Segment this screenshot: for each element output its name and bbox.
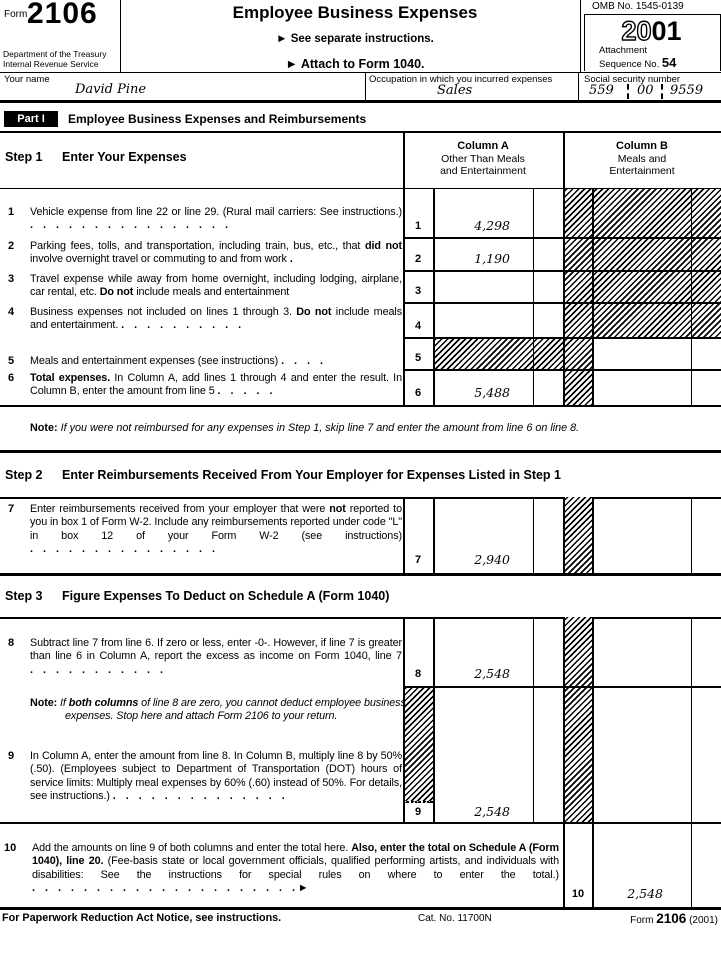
sequence-word: Sequence No. (599, 59, 660, 70)
footer-form-ref (560, 911, 718, 926)
rule-v (563, 131, 565, 405)
line8-colA-value[interactable]: 2,548 (474, 666, 510, 681)
rule-h-thick (0, 907, 721, 910)
catalog-number: Cat. No. 11700N (418, 913, 492, 924)
step1-note (30, 422, 715, 434)
rule-h-thick (0, 100, 721, 103)
line6-colA-value[interactable]: 5,488 (474, 385, 510, 400)
step3-label: Step 3 (5, 589, 43, 603)
rule-h-thick (0, 497, 721, 499)
line2-text (30, 240, 402, 267)
line6-number: 6 (8, 372, 15, 384)
note8-pre: If (60, 697, 69, 709)
occupation-field[interactable]: Sales (437, 83, 473, 98)
line1-number: 1 (8, 206, 15, 218)
line4-leader: . . . . . . . . . . (121, 319, 242, 332)
rule-v (691, 188, 692, 405)
line6-box-number: 6 (414, 387, 422, 399)
part1-badge: Part I (4, 111, 58, 127)
line2-bold: did not (364, 240, 402, 252)
ssn-part3[interactable]: 9559 (670, 83, 704, 98)
rule-v (563, 497, 565, 573)
line1-pre: Vehicle expense from line 22 or line 29. (Rural mail carriers: See instructions.) (30, 206, 402, 218)
line4-post: include meals and entertainment. (30, 306, 402, 332)
column-a-header (403, 140, 563, 178)
line7-number: 7 (8, 503, 15, 515)
line10-box-number: 10 (571, 888, 585, 900)
line7-post: reported to you in box 1 of Form W-2. Include any reimbursements reported under code "L" in box 12 of your Form W-2 (see instructions) (30, 503, 402, 542)
hatch-divider-line6 (563, 369, 592, 405)
line4-text (30, 306, 402, 333)
line1-leader: . . . . . . . . . . . . . . . . (30, 219, 228, 232)
line7-box-number: 7 (414, 554, 422, 566)
footer-form-number: 2106 (656, 911, 687, 926)
form-word: Form (4, 9, 28, 20)
rule-h-thick (0, 450, 721, 453)
rule-v (563, 617, 565, 907)
rule-v (365, 72, 366, 100)
rule-h (403, 337, 721, 339)
step3-title: Figure Expenses To Deduct on Schedule A (Form 1040) (62, 589, 390, 603)
year-outline-digits: 20 (621, 16, 652, 46)
column-a-sub2: and Entertainment (440, 165, 526, 177)
form-number: 2106 (27, 0, 98, 30)
line3-box-number: 3 (414, 285, 422, 297)
rule-v (433, 617, 435, 822)
line5-number: 5 (8, 355, 15, 367)
line2-number: 2 (8, 240, 15, 252)
line7-colA-value[interactable]: 2,940 (474, 552, 510, 567)
rule-h (403, 237, 721, 239)
line10-post: (Fee-basis state or local government officials, qualified performing artists, and individuals with disabilities: See the instructions for special rules on where to enter the total.) (32, 855, 559, 881)
ssn-part2[interactable]: 00 (637, 83, 654, 98)
note8-post: of line 8 are zero, you cannot deduct employee business expenses. Stop here and attach Form 2106 to your return. (65, 697, 406, 723)
line9-leader: . . . . . . . . . . . . . . (112, 790, 285, 803)
ssn-separator (661, 84, 663, 99)
line1-colA-value[interactable]: 4,298 (474, 218, 510, 233)
ssn-label: Social security number (584, 74, 681, 85)
line8-pre: Subtract line 7 from line 6. If zero or less, enter -0-. However, if line 7 is greater than line 6 in Column A, report the excess as income on Form 1040, line 7 (30, 637, 402, 663)
rule-h-thick (0, 405, 721, 407)
rule-v (533, 617, 534, 822)
column-b-header (563, 140, 721, 178)
line5-text (30, 355, 402, 368)
column-b-title: Column B (616, 140, 668, 152)
line8-box-number: 8 (414, 668, 422, 680)
your-name-field[interactable]: David Pine (75, 82, 147, 97)
line7-text (30, 503, 402, 557)
line9-number: 9 (8, 750, 15, 762)
attach-note: ► Attach to Form 1040. (285, 57, 425, 71)
paperwork-notice: For Paperwork Reduction Act Notice, see instructions. (2, 912, 282, 924)
line4-number: 4 (8, 306, 15, 318)
line3-pre: Travel expense while away from home overnight, including lodging, airplane, car rental, etc. (30, 273, 402, 299)
sequence-number: 54 (661, 55, 677, 70)
line4-box-number: 4 (414, 320, 422, 332)
line2-colA-value[interactable]: 1,190 (474, 251, 510, 266)
note8-label: Note: (30, 697, 58, 709)
rule-h (403, 369, 721, 371)
line9-colA-value[interactable]: 2,548 (474, 804, 510, 819)
line7-pre: Enter reimbursements received from your employer that were (30, 503, 330, 515)
note8-bold: both columns (68, 697, 139, 709)
dept-line1: Department of the Treasury (3, 49, 107, 59)
line6-text (30, 372, 402, 399)
rule-h-thick (0, 617, 721, 619)
hatch-divider-line7 (563, 497, 592, 573)
line10-total-value[interactable]: 2,548 (627, 886, 663, 901)
rule-v (533, 497, 534, 573)
ssn-part1[interactable]: 559 (589, 83, 614, 98)
line9-text (30, 750, 402, 804)
rule-v (691, 497, 692, 573)
line5-pre: Meals and entertainment expenses (see instructions) (30, 355, 282, 367)
rule-h (0, 188, 721, 189)
hatch-colB-lines1-4 (563, 188, 721, 337)
see-instructions: ► See separate instructions. (276, 33, 434, 45)
rule-h (0, 72, 721, 73)
part1-title: Employee Business Expenses and Reimbursements (68, 112, 367, 126)
line8-leader: . . . . . . . . . . . (30, 663, 163, 676)
line2-pre: Parking fees, tolls, and transportation, including train, bus, etc., that (30, 240, 365, 252)
attachment-word: Attachment (599, 45, 648, 56)
line1-box-number: 1 (414, 220, 422, 232)
rule-v (691, 617, 692, 907)
step1-title: Enter Your Expenses (62, 150, 187, 164)
year-solid-digits: 01 (651, 16, 682, 46)
dept-line2: Internal Revenue Service (3, 59, 99, 69)
line5-leader: . . . . (281, 355, 324, 367)
step2-label: Step 2 (5, 468, 43, 482)
line8-note (30, 697, 415, 724)
rule-h (403, 686, 721, 688)
column-b-sub2: Entertainment (609, 165, 675, 177)
line2-box-number: 2 (414, 253, 422, 265)
column-a-title: Column A (457, 140, 509, 152)
column-a-sub1: Other Than Meals (441, 152, 525, 165)
line6-leader: . . . . . (217, 385, 273, 398)
line8-number: 8 (8, 637, 15, 649)
line3-bold: Do not (99, 286, 134, 299)
hatch-colA-line5 (433, 337, 592, 369)
ssn-separator (627, 84, 629, 99)
rule-v (533, 188, 534, 405)
line10-text (32, 842, 559, 896)
tax-year (584, 16, 719, 47)
note1-text: If you were not reimbursed for any expenses in Step 1, skip line 7 and enter the amount from line 6 on line 8. (60, 422, 580, 434)
line7-bold: not (329, 503, 346, 515)
line2-leader: . (289, 253, 293, 266)
line7-leader: . . . . . . . . . . . . . . . (30, 543, 215, 556)
line8-text (30, 637, 402, 677)
line10-pre: Add the amounts on line 9 of both columns and enter the total here. (32, 842, 352, 854)
line3-number: 3 (8, 273, 15, 285)
line10-leader: . . . . . . . . . . . . . . . . . . . . . (32, 882, 295, 895)
rule-h (403, 270, 721, 272)
rule-h-thick (0, 131, 721, 133)
rule-v (120, 0, 121, 72)
step2-title: Enter Reimbursements Received From Your Employer for Expenses Listed in Step 1 (62, 468, 561, 482)
line9-box-number: 9 (414, 806, 422, 818)
footer-form-word: Form (630, 915, 654, 926)
line10-arrow-icon: ► (297, 882, 309, 895)
rule-v (592, 617, 594, 907)
step1-label: Step 1 (5, 150, 43, 164)
rule-h-thick (0, 822, 721, 824)
line4-pre: Business expenses not included on lines 1 through 3. (30, 306, 297, 318)
omb-number: OMB No. 1545-0139 (592, 1, 684, 12)
rule-v (580, 0, 581, 72)
footer-year: (2001) (689, 915, 718, 926)
line3-post: include meals and entertainment (133, 286, 290, 299)
rule-h (403, 302, 721, 304)
your-name-label: Your name (4, 74, 50, 85)
line2-post: involve overnight travel or commuting to and from work (30, 253, 290, 266)
line5-box-number: 5 (414, 352, 422, 364)
form-title: Employee Business Expenses (232, 3, 478, 22)
sequence-label (599, 55, 676, 70)
occupation-label: Occupation in which you incurred expenses (369, 74, 553, 85)
line3-text (30, 273, 402, 300)
line4-bold: Do not (296, 306, 332, 318)
line9-pre: In Column A, enter the amount from line 8. In Column B, multiply line 8 by 50% (.50). (Employees subject to Department of Transportation (DOT) hours of service limits: Multiply meal expenses by 60% (.60) instead of 50%. For details, see instructions.) (30, 750, 402, 803)
line6-bold: Total expenses. (30, 372, 111, 384)
rule-v (578, 72, 579, 100)
column-b-sub1: Meals and (617, 152, 667, 165)
line6-post: In Column A, add lines 1 through 4 and enter the result. In Column B, enter the amount from line 5 (30, 372, 402, 398)
line10-bold: Also, enter the total on Schedule A (Form 1040), line 20. (32, 842, 559, 868)
note1-label: Note: (30, 422, 58, 434)
rule-h-thick (0, 573, 721, 576)
line1-text (30, 206, 402, 233)
rule-v (592, 497, 594, 573)
line10-number: 10 (4, 842, 17, 854)
rule-v (592, 188, 594, 405)
hatch-divider-lines8-9 (563, 617, 592, 822)
